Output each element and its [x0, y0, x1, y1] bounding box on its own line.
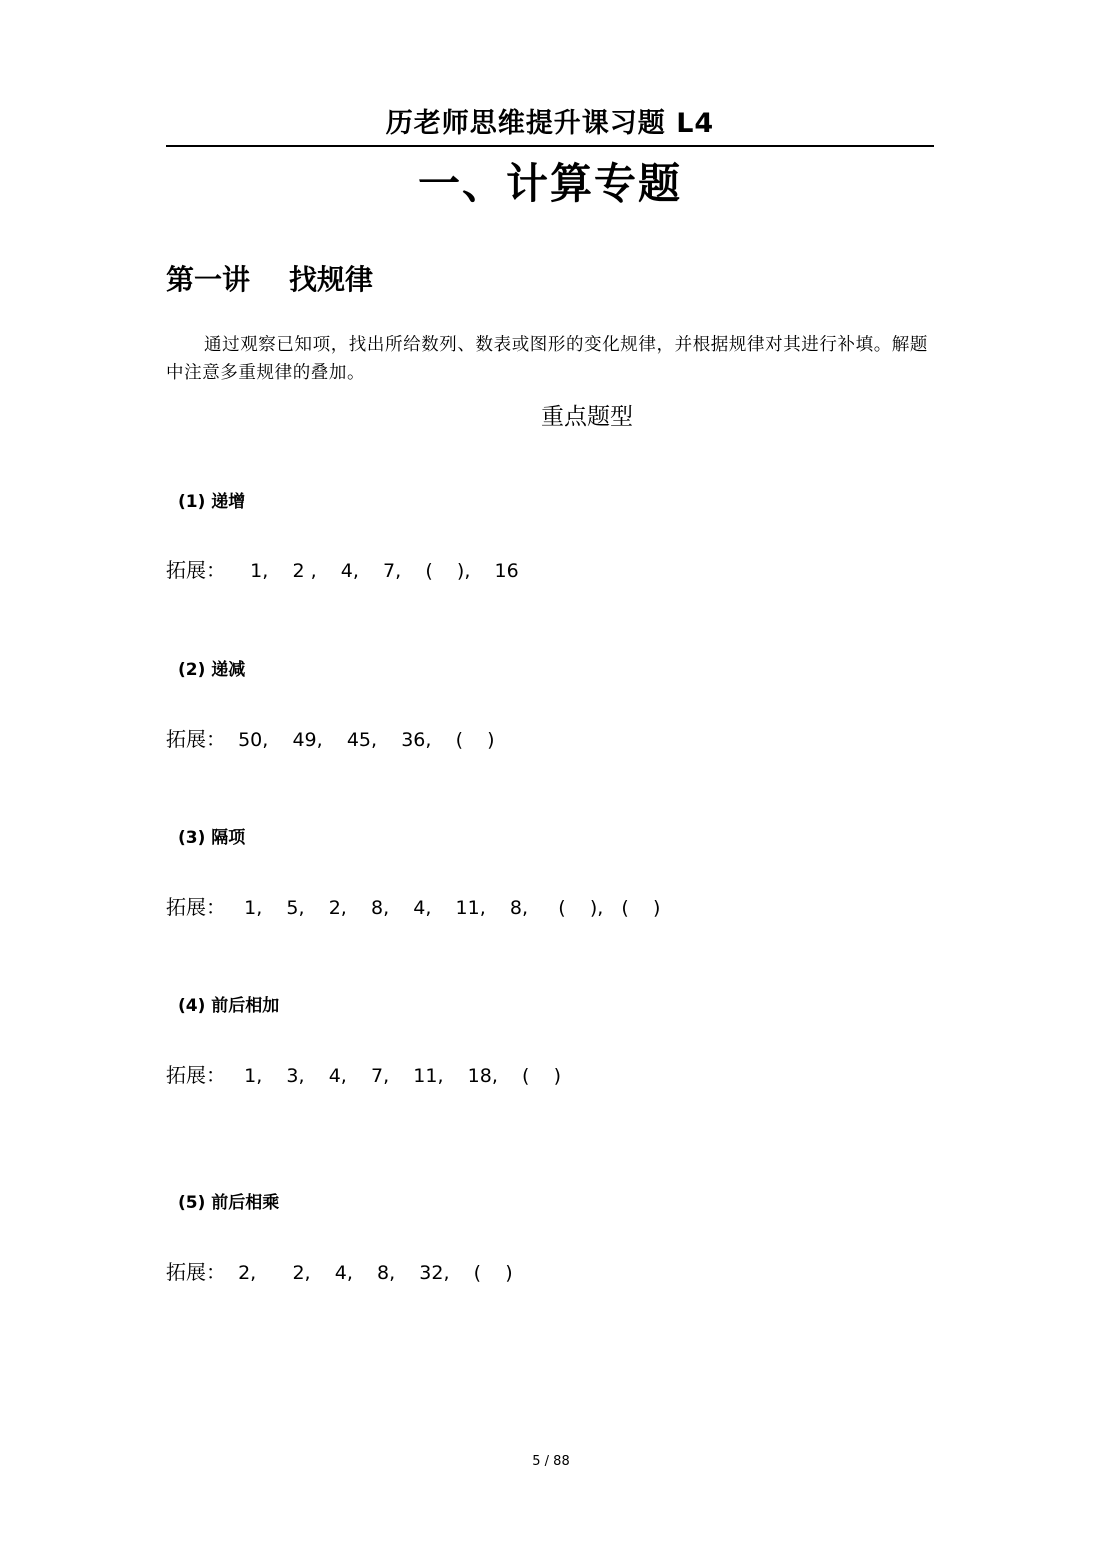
- problem-title-1: (1) 递增: [178, 492, 246, 512]
- problem-sequence: 2, 2, 4, 8, 32, ( ): [226, 1262, 513, 1284]
- problem-sequence: 1, 5, 2, 8, 4, 11, 8, ( ), ( ): [226, 897, 661, 919]
- problem-line-5: [166, 1258, 513, 1287]
- problem-title-5: (5) 前后相乘: [178, 1193, 280, 1213]
- intro-paragraph: 通过观察已知项，找出所给数列、数表或图形的变化规律，并根据规律对其进行补填。解题中注意多重规律的叠加。: [166, 335, 928, 383]
- problem-label: 拓展：: [166, 1260, 226, 1284]
- problem-line-4: [166, 1061, 561, 1090]
- problem-line-3: [166, 893, 660, 922]
- header-divider: [166, 145, 934, 147]
- section-heading: 重点题型: [541, 404, 633, 430]
- problem-line-1: [166, 556, 519, 585]
- page-number: 5 / 88: [532, 1454, 570, 1469]
- problem-title-3: (3) 隔项: [178, 828, 246, 848]
- chapter-title: 一、计算专题: [417, 159, 682, 208]
- problem-title-2: (2) 递减: [178, 660, 246, 680]
- problem-sequence: 50, 49, 45, 36, ( ): [226, 729, 495, 751]
- page-header-title: 历老师思维提升课习题 L4: [385, 108, 715, 139]
- lecture-title: 第一讲 找规律: [166, 263, 373, 296]
- problem-sequence: 1, 3, 4, 7, 11, 18, ( ): [226, 1065, 561, 1087]
- problem-label: 拓展：: [166, 727, 226, 751]
- problem-sequence: 1, 2 , 4, 7, ( ), 16: [226, 560, 519, 582]
- problem-title-4: (4) 前后相加: [178, 996, 280, 1016]
- problem-label: 拓展：: [166, 558, 226, 582]
- problem-label: 拓展：: [166, 1063, 226, 1087]
- problem-label: 拓展：: [166, 895, 226, 919]
- problem-line-2: [166, 725, 495, 754]
